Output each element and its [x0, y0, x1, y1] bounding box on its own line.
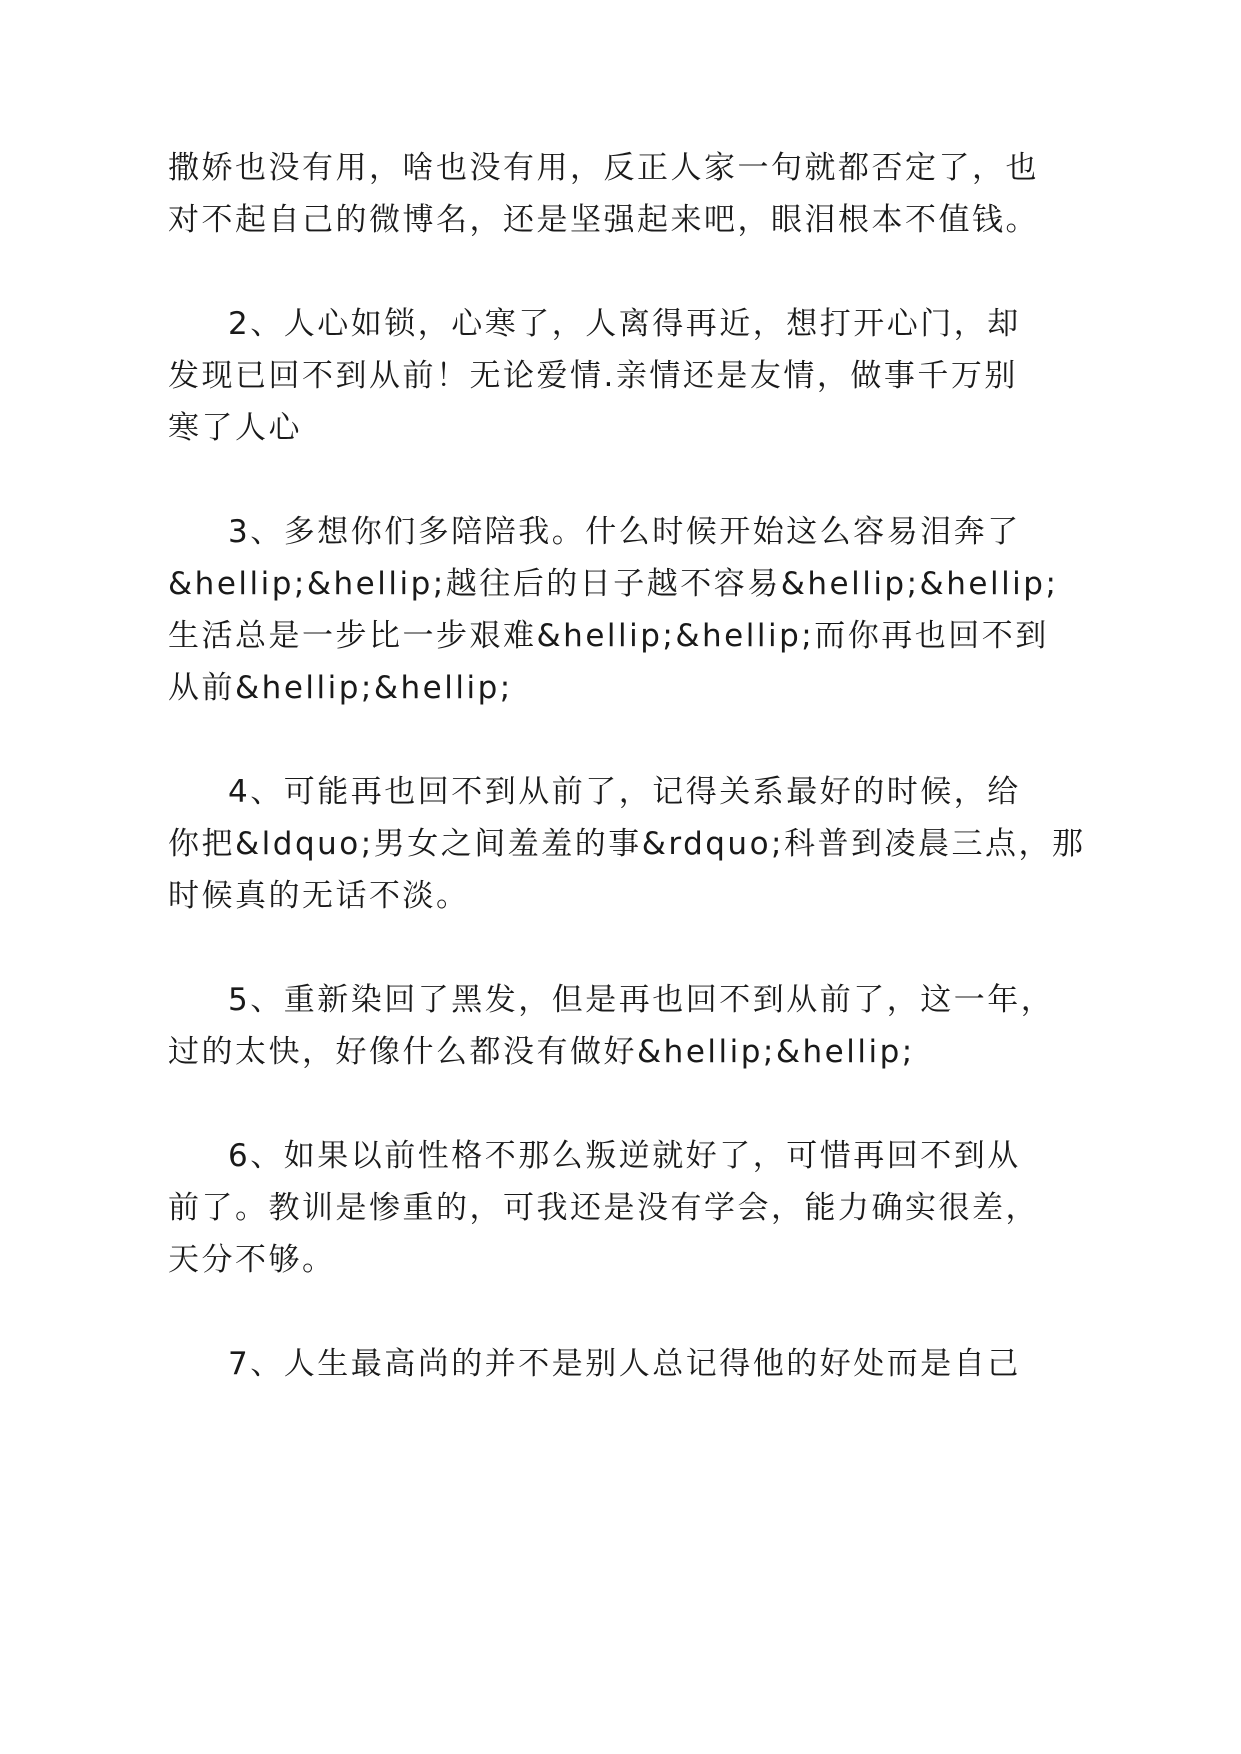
paragraph-line: 从前&hellip;&hellip; [168, 670, 513, 706]
paragraph-line: 寒了人心 [168, 410, 302, 446]
paragraph-line: 对不起自己的微博名，还是坚强起来吧，眼泪根本不值钱。 [168, 202, 1039, 238]
paragraph-line: 5、重新染回了黑发，但是再也回不到从前了，这一年， [228, 982, 1055, 1018]
paragraph-line: 4、可能再也回不到从前了，记得关系最好的时候，给 [228, 774, 1021, 810]
paragraph-line: 3、多想你们多陪陪我。什么时候开始这么容易泪奔了 [228, 514, 1021, 550]
paragraph-line: 发现已回不到从前！无论爱情.亲情还是友情，做事千万别 [168, 358, 1018, 394]
paragraph-line: 前了。教训是惨重的，可我还是没有学会，能力确实很差， [168, 1190, 1039, 1226]
paragraph-line: 6、如果以前性格不那么叛逆就好了，可惜再回不到从 [228, 1138, 1021, 1174]
paragraph-line: 生活总是一步比一步艰难&hellip;&hellip;而你再也回不到 [168, 618, 1049, 654]
paragraph-line: &hellip;&hellip;越往后的日子越不容易&hellip;&hellip; [168, 566, 1059, 602]
paragraph-line: 撒娇也没有用，啥也没有用，反正人家一句就都否定了，也 [168, 150, 1039, 186]
paragraph-line: 天分不够。 [168, 1242, 336, 1278]
paragraph-line: 2、人心如锁，心寒了，人离得再近，想打开心门，却 [228, 306, 1021, 342]
paragraph-line: 过的太快，好像什么都没有做好&hellip;&hellip; [168, 1034, 915, 1070]
paragraph-line: 时候真的无话不淡。 [168, 878, 470, 914]
paragraph-line: 7、人生最高尚的并不是别人总记得他的好处而是自己 [228, 1346, 1021, 1382]
paragraph-line: 你把&ldquo;男女之间羞羞的事&rdquo;科普到凌晨三点，那 [168, 826, 1086, 862]
